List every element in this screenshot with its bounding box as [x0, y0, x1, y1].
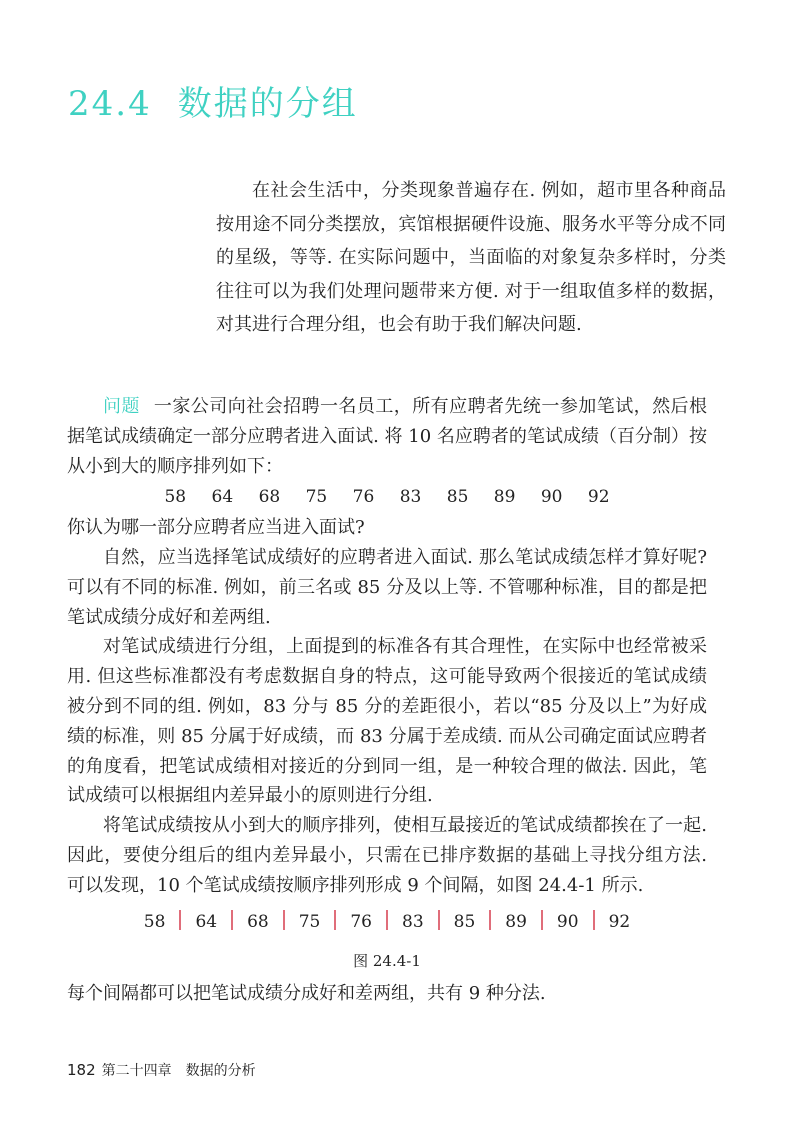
- interval-score: 83: [402, 911, 424, 932]
- score-value: 85: [446, 487, 469, 508]
- figure-caption: 图 24.4-1: [353, 951, 421, 970]
- interval-score: 64: [195, 911, 218, 932]
- score-value: 76: [352, 487, 375, 508]
- intro-paragraph: 在社会生活中，分类现象普遍存在. 例如，超市里各种商品按用途不同分类摆放，宾馆根据硬件设施、服务水平等分成不同的星级，等等. 在实际问题中，当面临的对象复杂多样时，分类往往可以为我们处理问题带来方便. 对于一组取值多样的数据，对其进行合理分组，也会有助于我们解决问题.: [216, 180, 726, 336]
- section-title-text: 数据的分组: [177, 84, 358, 124]
- interval-score: 76: [350, 911, 372, 932]
- interval-divider: [541, 910, 543, 930]
- interval-score: 90: [556, 911, 579, 932]
- problem-paragraph: [67, 392, 707, 481]
- interval-score: 89: [505, 911, 527, 932]
- section-title: [68, 76, 358, 125]
- interval-divider: [593, 910, 595, 930]
- page-footer: [67, 1060, 256, 1080]
- problem-text: 一家公司向社会招聘一名员工，所有应聘者先统一参加笔试，然后根据笔试成绩确定一部分应聘者进入面试. 将 10 名应聘者的笔试成绩（百分制）按从小到大的顺序排列如下：: [67, 396, 707, 477]
- interval-divider: [283, 910, 285, 930]
- closing-paragraph: 每个间隔都可以把笔试成绩分成好和差两组，共有 9 种分法.: [67, 982, 546, 1004]
- chapter-title: 第二十四章 数据的分析: [101, 1063, 256, 1079]
- score-value: 90: [540, 487, 563, 508]
- body-paragraph-1: 自然，应当选择笔试成绩好的应聘者进入面试. 那么笔试成绩怎样才算好呢? 可以有不同的标准. 例如，前三名或 85 分及以上等. 不管哪种标准，目的都是把笔试成绩分成好和差两组.: [67, 546, 707, 628]
- interval-divider: [231, 910, 233, 930]
- interval-divider: [489, 910, 491, 930]
- score-value: 58: [164, 487, 187, 508]
- body-paragraph-3: 将笔试成绩按从小到大的顺序排列，使相互最接近的笔试成绩都挨在了一起. 因此，要使分组后的组内差异最小，只需在已排序数据的基础上寻找分组方法. 可以发现，10 个笔试成绩按顺序排列形成 9 个间隔，如图 24.4-1 所示.: [67, 815, 707, 896]
- interval-score: 68: [247, 911, 269, 932]
- main-text: [67, 392, 707, 1008]
- section-number: 24.4: [68, 84, 152, 124]
- interval-score: 92: [608, 911, 631, 932]
- score-value: 68: [258, 487, 281, 508]
- figure-interval-diagram: [67, 907, 707, 937]
- score-value: 64: [211, 487, 234, 508]
- score-value: 83: [399, 487, 422, 508]
- interval-divider: [386, 910, 388, 930]
- score-value: 75: [305, 487, 328, 508]
- score-list: [67, 483, 707, 513]
- score-value: 89: [493, 487, 516, 508]
- interval-score: 85: [453, 911, 476, 932]
- problem-question: 你认为哪一部分应聘者应当进入面试?: [67, 517, 365, 539]
- interval-divider: [179, 910, 181, 930]
- interval-score: 75: [298, 911, 321, 932]
- interval-divider: [438, 910, 440, 930]
- interval-score: 58: [143, 911, 166, 932]
- page-number: 182: [67, 1061, 96, 1079]
- body-paragraph-2: 对笔试成绩进行分组，上面提到的标准各有其合理性，在实际中也经常被采用. 但这些标准都没有考虑数据自身的特点，这可能导致两个很接近的笔试成绩被分到不同的组. 例如，83 分与 85 分的差距很小，若以“85 分及以上”为好成绩的标准，则 85 分属于好成绩，而 83 分属于差成绩. 而从公司确定面试应聘者的角度看，把笔试成绩相对接近的分到同一组，是一种较合理的做法. 因此，笔试成绩可以根据组内差异最小的原则进行分组.: [67, 636, 707, 807]
- interval-divider: [334, 910, 336, 930]
- score-value: 92: [587, 487, 610, 508]
- problem-label: 问题: [103, 396, 140, 417]
